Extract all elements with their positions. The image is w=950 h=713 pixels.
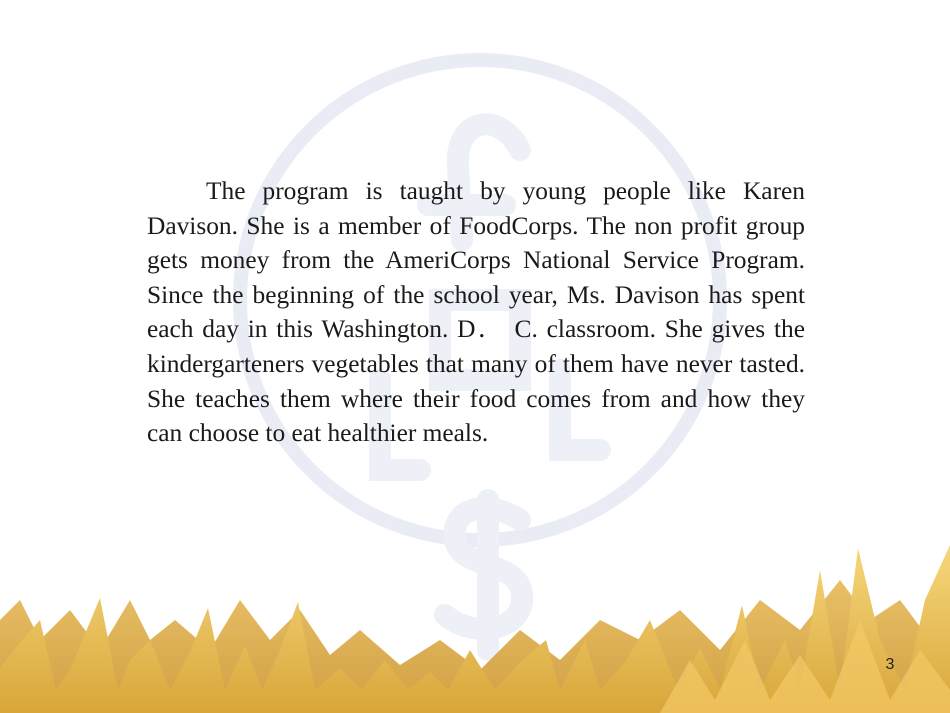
body-paragraph: The program is taught by young people like Karen Davison. She is a member of FoodCorps. The non profit group gets money from the AmeriCorps National Service Program. Since the beginning of the school year, Ms. Davison has spent each day in this Washington. D． C. classroom. She gives the kindergarteners vegetables that many of them have never tasted. She teaches them where their food comes from and how they can choose to eat healthier meals. xyxy=(147,177,805,448)
page-number: 3 xyxy=(885,656,895,673)
